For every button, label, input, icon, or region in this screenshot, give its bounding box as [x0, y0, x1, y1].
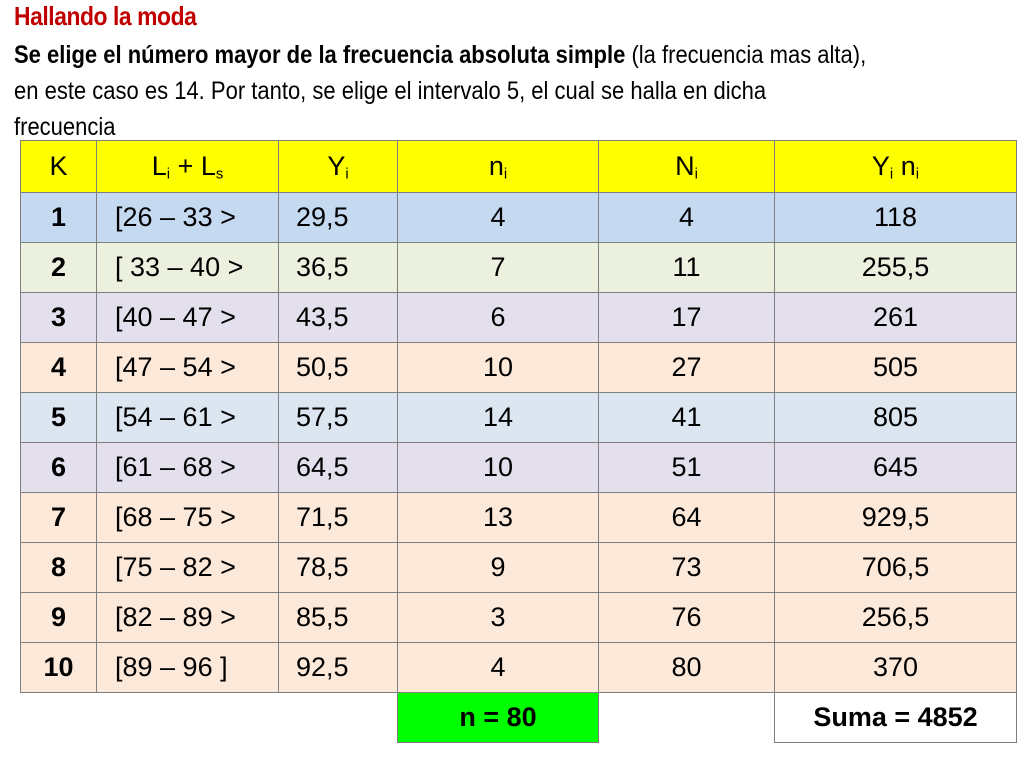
- cell-Ni: 41: [599, 393, 775, 443]
- table-totals-row: [21, 693, 1017, 743]
- description-line-1-rest: (la frecuencia mas alta),: [625, 41, 867, 69]
- description-line-3: frecuencia: [14, 113, 116, 141]
- cell-Ni: 76: [599, 593, 775, 643]
- page-title: Hallando la moda: [14, 1, 197, 31]
- table-row: [21, 393, 1017, 443]
- cell-ni: 7: [398, 243, 599, 293]
- description-line-2: en este caso es 14. Por tanto, se elige el intervalo 5, el cual se halla en dicha: [14, 77, 767, 105]
- cell-yini: 505: [775, 343, 1017, 393]
- cell-yini: 261: [775, 293, 1017, 343]
- cell-yi: 71,5: [279, 493, 398, 543]
- cell-yi: 85,5: [279, 593, 398, 643]
- cell-yi: 92,5: [279, 643, 398, 693]
- header-yini: $Y_i$ $n_i$: [775, 141, 1017, 193]
- cell-yi: 29,5: [279, 193, 398, 243]
- cell-yini: 645: [775, 443, 1017, 493]
- table-row: [21, 593, 1017, 643]
- cell-yi: 50,5: [279, 343, 398, 393]
- cell-k: 7: [21, 493, 97, 543]
- table-header-row: [21, 141, 1017, 193]
- cell-interval: [ 33 – 40 >: [97, 243, 279, 293]
- header-ni: $n_i$: [398, 141, 599, 193]
- cell-Ni: 11: [599, 243, 775, 293]
- cell-yi: 64,5: [279, 443, 398, 493]
- cell-yini: 929,5: [775, 493, 1017, 543]
- cell-interval: [26 – 33 >: [97, 193, 279, 243]
- cell-Ni: 80: [599, 643, 775, 693]
- table-row: [21, 543, 1017, 593]
- cell-yini: 255,5: [775, 243, 1017, 293]
- description: [14, 37, 1008, 145]
- cell-interval: [89 – 96 ]: [97, 643, 279, 693]
- cell-yini: 370: [775, 643, 1017, 693]
- cell-Ni: 73: [599, 543, 775, 593]
- cell-yi: 57,5: [279, 393, 398, 443]
- description-lead: Se elige el número mayor de la frecuencia absoluta simple: [14, 41, 626, 69]
- cell-yini: 118: [775, 193, 1017, 243]
- table-row: [21, 343, 1017, 393]
- header-Ni: $N_i$: [599, 141, 775, 193]
- cell-interval: [40 – 47 >: [97, 293, 279, 343]
- description-line-1: [14, 37, 1008, 73]
- empty-cell: [97, 693, 279, 743]
- cell-k: 6: [21, 443, 97, 493]
- frequency-table: [20, 140, 1017, 743]
- cell-k: 9: [21, 593, 97, 643]
- cell-Ni: 17: [599, 293, 775, 343]
- header-interval: $L_i + L_s$: [97, 141, 279, 193]
- sum-total-cell: Suma = 4852: [775, 693, 1017, 743]
- cell-Ni: 51: [599, 443, 775, 493]
- cell-interval: [68 – 75 >: [97, 493, 279, 543]
- empty-cell: [21, 693, 97, 743]
- cell-ni: 4: [398, 643, 599, 693]
- cell-yini: 706,5: [775, 543, 1017, 593]
- cell-k: 2: [21, 243, 97, 293]
- cell-Ni: 27: [599, 343, 775, 393]
- cell-ni: 14: [398, 393, 599, 443]
- table-row: [21, 243, 1017, 293]
- cell-interval: [54 – 61 >: [97, 393, 279, 443]
- n-total-cell: n = 80: [398, 693, 599, 743]
- cell-interval: [75 – 82 >: [97, 543, 279, 593]
- cell-ni: 6: [398, 293, 599, 343]
- header-yi: $Y_i$: [279, 141, 398, 193]
- cell-interval: [61 – 68 >: [97, 443, 279, 493]
- empty-cell: [279, 693, 398, 743]
- empty-cell: [599, 693, 775, 743]
- table-row: [21, 293, 1017, 343]
- cell-ni: 3: [398, 593, 599, 643]
- cell-yi: 36,5: [279, 243, 398, 293]
- table-row: [21, 443, 1017, 493]
- cell-ni: 13: [398, 493, 599, 543]
- cell-k: 4: [21, 343, 97, 393]
- cell-Ni: 64: [599, 493, 775, 543]
- cell-yini: 805: [775, 393, 1017, 443]
- cell-k: 8: [21, 543, 97, 593]
- cell-k: 10: [21, 643, 97, 693]
- table-row: [21, 493, 1017, 543]
- cell-ni: 9: [398, 543, 599, 593]
- cell-yi: 43,5: [279, 293, 398, 343]
- cell-k: 5: [21, 393, 97, 443]
- header-k: K: [21, 141, 97, 193]
- cell-ni: 10: [398, 443, 599, 493]
- cell-interval: [47 – 54 >: [97, 343, 279, 393]
- cell-ni: 4: [398, 193, 599, 243]
- cell-ni: 10: [398, 343, 599, 393]
- cell-interval: [82 – 89 >: [97, 593, 279, 643]
- cell-yini: 256,5: [775, 593, 1017, 643]
- cell-yi: 78,5: [279, 543, 398, 593]
- cell-k: 3: [21, 293, 97, 343]
- table-row: [21, 643, 1017, 693]
- table-row: [21, 193, 1017, 243]
- cell-Ni: 4: [599, 193, 775, 243]
- cell-k: 1: [21, 193, 97, 243]
